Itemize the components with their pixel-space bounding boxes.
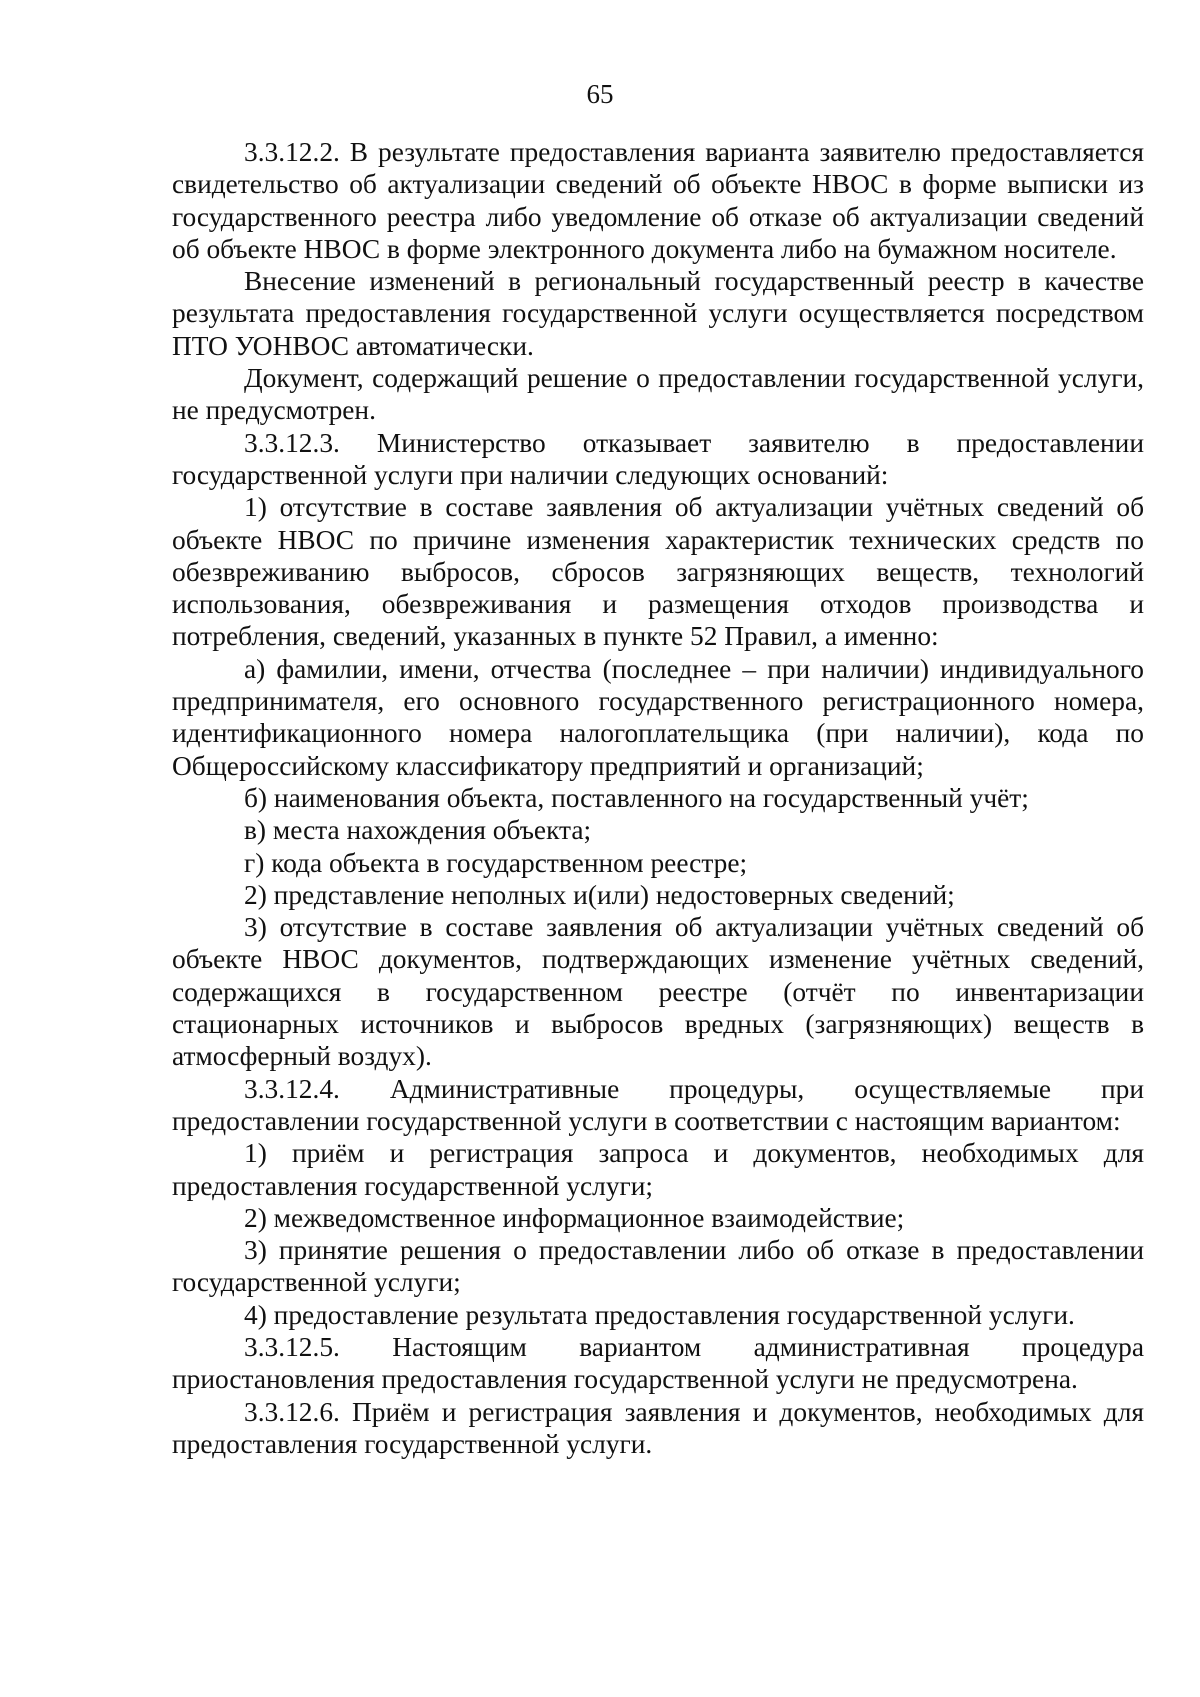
list-item-procedure-2: 2) межведомственное информационное взаимодействие;	[244, 1202, 905, 1233]
list-item-procedure-4: 4) предоставление результата предоставления государственной услуги.	[244, 1299, 1075, 1330]
paragraph-3-3-12-2: 3.3.12.2. В результате предоставления варианта заявителю предоставляется свидетельство об актуализации сведений об объекте НВОС в форме выписки из государственного реестра либо уведомление об отказе об актуализации сведений об объекте НВОС в форме электронного документа либо на бумажном носителе.	[172, 137, 1144, 264]
list-item-refusal-3: 3) отсутствие в составе заявления об актуализации учётных сведений об объекте НВОС документов, подтверждающих изменение учётных сведений, содержащихся в государственном реестре (отчёт по инвентаризации стационарных источников и выбросов вредных (загрязняющих) веществ в атмосферный воздух).	[172, 912, 1144, 1072]
list-item-refusal-1v: в) места нахождения объекта;	[244, 815, 592, 846]
list-item-procedure-3: 3) принятие решения о предоставлении либо об отказе в предоставлении государственной услуги;	[172, 1235, 1144, 1298]
paragraph-decision-document: Документ, содержащий решение о предоставлении государственной услуги, не предусмотрен.	[172, 363, 1144, 426]
paragraph-registry-changes: Внесение изменений в региональный государственный реестр в качестве результата предоставления государственной услуги осуществляется посредством ПТО УОНВОС автоматически.	[172, 266, 1144, 361]
paragraph-3-3-12-6: 3.3.12.6. Приём и регистрация заявления и документов, необходимых для предоставления государственной услуги.	[172, 1396, 1144, 1459]
list-item-refusal-1a: а) фамилии, имени, отчества (последнее – при наличии) индивидуального предпринимателя, его основного государственного регистрационного номера, идентификационного номера налогоплательщика (при наличии), кода по Общероссийскому классификатору предприятий и организаций;	[172, 653, 1144, 781]
paragraph-3-3-12-5: 3.3.12.5. Настоящим вариантом административная процедура приостановления предоставления государственной услуги не предусмотрена.	[172, 1331, 1144, 1395]
list-item-procedure-1: 1) приём и регистрация запроса и документов, необходимых для предоставления государственной услуги;	[172, 1138, 1144, 1201]
paragraph-3-3-12-3: 3.3.12.3. Министерство отказывает заявителю в предоставлении государственной услуги при наличии следующих оснований:	[172, 427, 1144, 490]
page-number: 65	[586, 79, 614, 109]
paragraph-3-3-12-4: 3.3.12.4. Административные процедуры, осуществляемые при предоставлении государственной услуги в соответствии с настоящим вариантом:	[172, 1073, 1144, 1136]
list-item-refusal-1: 1) отсутствие в составе заявления об актуализации учётных сведений об объекте НВОС по причине изменения характеристик технических средств по обезвреживанию выбросов, сбросов загрязняющих веществ, технологий использования, обезвреживания и размещения отходов производства и потребления, сведений, указанных в пункте 52 Правил, а именно:	[172, 492, 1144, 652]
list-item-refusal-1b: б) наименования объекта, поставленного на государственный учёт;	[244, 782, 1029, 813]
list-item-refusal-2: 2) представление неполных и(или) недостоверных сведений;	[244, 879, 955, 910]
list-item-refusal-1g: г) кода объекта в государственном реестре;	[244, 847, 748, 878]
document-body	[172, 136, 1144, 1460]
